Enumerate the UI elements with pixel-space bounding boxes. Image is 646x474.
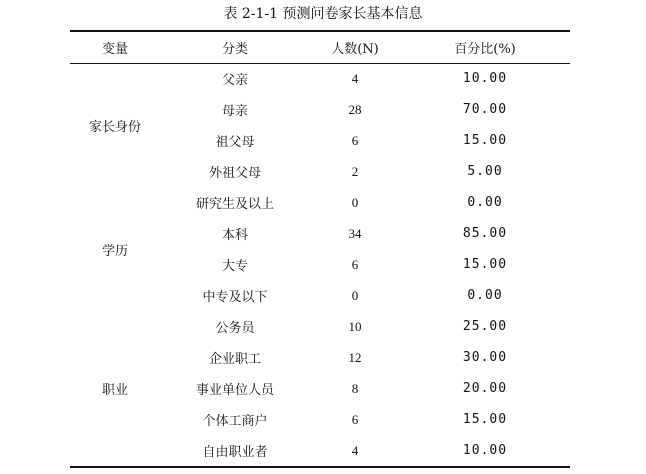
category-cell: 研究生及以上: [195, 197, 274, 212]
header-variable: 变量: [101, 42, 128, 57]
percent-cell: 15.00: [462, 257, 508, 272]
header-row: [70, 32, 570, 63]
count-cell: 6: [351, 256, 359, 272]
percent-cell: 70.00: [462, 102, 508, 117]
category-cell: 父亲: [221, 73, 248, 88]
percent-cell: 15.00: [462, 412, 508, 427]
percent-cell: 10.00: [462, 443, 508, 458]
percent-cell: 30.00: [462, 350, 508, 365]
table-caption: 表 2-1-1 预测问卷家长基本信息: [223, 6, 423, 22]
percent-cell: 85.00: [462, 226, 508, 241]
count-cell: 2: [351, 163, 359, 179]
count-cell: 8: [351, 380, 359, 396]
count-cell: 4: [351, 70, 359, 86]
percent-cell: 20.00: [462, 381, 508, 396]
category-cell: 大专: [221, 259, 248, 274]
count-cell: 4: [351, 442, 359, 458]
count-cell: 6: [351, 411, 359, 427]
percent-cell: 0.00: [467, 288, 503, 303]
category-cell: 企业职工: [208, 352, 261, 367]
count-cell: 0: [351, 194, 359, 210]
category-cell: 祖父母: [215, 135, 255, 150]
count-cell: 0: [351, 287, 359, 303]
percent-cell: 25.00: [462, 319, 508, 334]
category-cell: 母亲: [221, 104, 248, 119]
category-cell: 自由职业者: [202, 445, 268, 460]
category-cell: 中专及以下: [202, 290, 268, 305]
category-cell: 事业单位人员: [195, 383, 274, 398]
count-cell: 12: [348, 349, 362, 365]
count-cell: 6: [351, 132, 359, 148]
group-variable-cell: 职业: [101, 383, 128, 398]
group-variable-cell: 家长身份: [88, 119, 141, 135]
bottom-rule: [70, 466, 570, 468]
header-percent: 百分比(%): [454, 42, 516, 57]
group-variable-cell: 学历: [101, 243, 128, 259]
count-cell: 10: [348, 318, 362, 334]
category-cell: 公务员: [215, 321, 255, 336]
count-cell: 28: [348, 101, 362, 117]
percent-cell: 10.00: [462, 71, 508, 86]
percent-cell: 15.00: [462, 133, 508, 148]
category-cell: 本科: [221, 228, 248, 243]
count-cell: 34: [348, 225, 362, 241]
table-row: [70, 311, 570, 342]
parent-info-table: [70, 32, 570, 466]
table-body: [70, 63, 570, 466]
header-count: 人数(N): [331, 42, 379, 57]
table-row: [70, 63, 570, 94]
percent-cell: 0.00: [467, 195, 503, 210]
category-cell: 个体工商户: [202, 414, 268, 429]
percent-cell: 5.00: [467, 164, 503, 179]
category-cell: 外祖父母: [208, 166, 261, 181]
header-category: 分类: [221, 42, 248, 57]
table-row: [70, 187, 570, 218]
